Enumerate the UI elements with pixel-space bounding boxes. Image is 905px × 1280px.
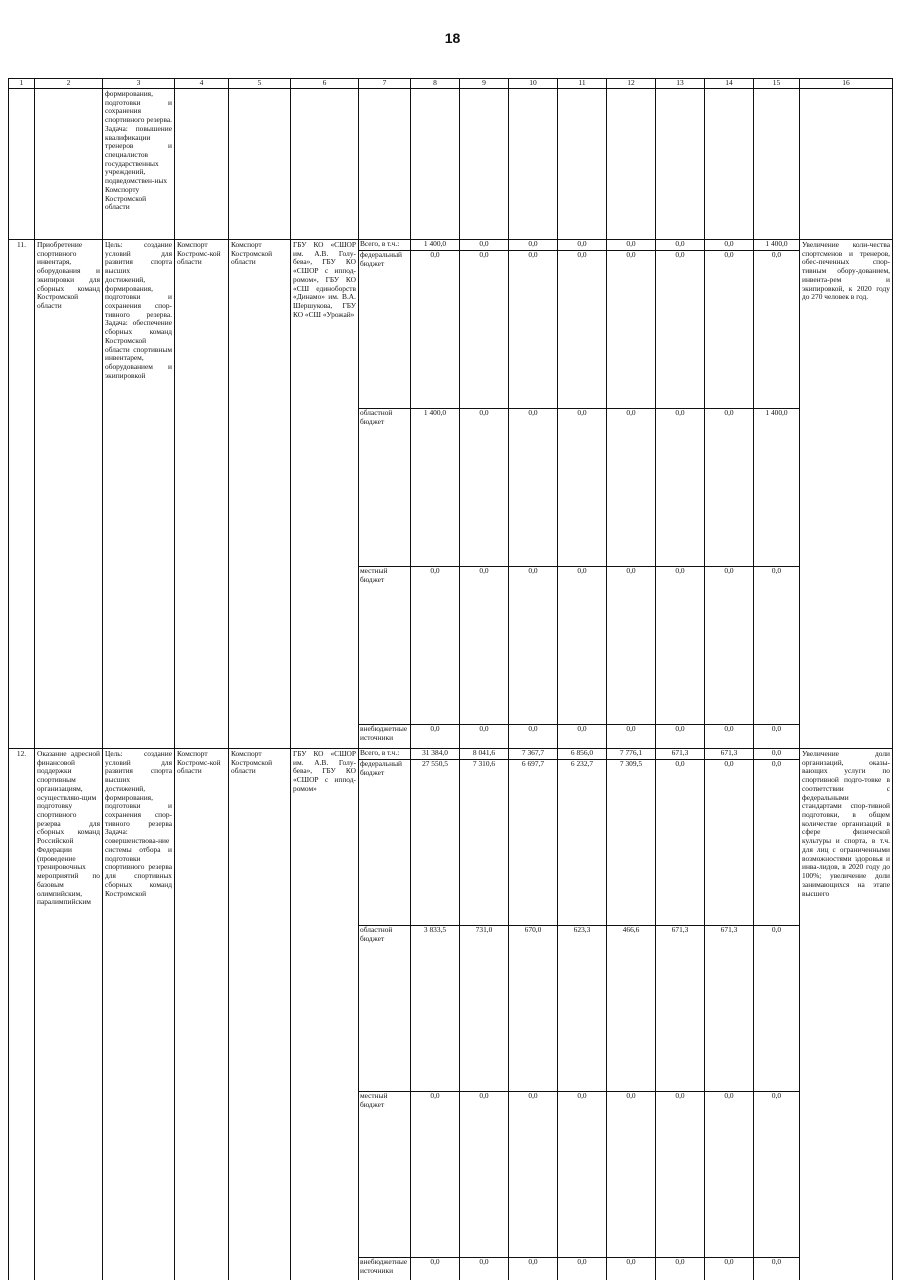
value-column [705, 239, 754, 748]
source-cell [359, 748, 411, 1280]
value-cell: 7 309,5 [607, 759, 655, 925]
value-cell: 0,0 [460, 566, 508, 724]
value-cell: 0,0 [771, 748, 782, 757]
value-cell: 0,0 [656, 1257, 704, 1280]
header-cell: 8 [411, 79, 460, 89]
value-cell: 8 041,6 [472, 748, 496, 757]
value-cell [558, 88, 607, 239]
header-cell: 5 [229, 79, 291, 89]
header-cell: 14 [705, 79, 754, 89]
page-number: 18 [444, 30, 461, 46]
value-cell: 0,0 [558, 250, 606, 408]
header-cell: 11 [558, 79, 607, 89]
source-regional: областной бюджет [359, 925, 410, 1091]
value-cell: 0,0 [675, 239, 685, 248]
executor-cell [175, 88, 229, 239]
value-cell: 7 367,7 [521, 748, 545, 757]
header-cell: 16 [800, 79, 893, 89]
value-cell: 6 232,7 [558, 759, 606, 925]
value-cell: 0,0 [705, 566, 753, 724]
source-list [359, 749, 410, 1280]
value-cell: 0,0 [411, 1091, 459, 1257]
value-column [754, 748, 800, 1280]
value-cell: 0,0 [411, 566, 459, 724]
name-cell [35, 88, 103, 239]
value-cell: 6 697,7 [509, 759, 557, 925]
value-cell [460, 88, 509, 239]
value-cell: 0,0 [754, 1257, 799, 1280]
value-cell: 0,0 [656, 250, 704, 408]
participants-cell: ГБУ КО «СШОР им. А.В. Голу-бева», ГБУ КО «СШОР с иппод-ромом» [291, 748, 359, 1280]
value-cell: 0,0 [705, 724, 753, 748]
name-cell: Приобретение спортивного инвентаря, оборудования и экипировки для сборных команд Костромской области [35, 239, 103, 748]
value-column [509, 239, 558, 748]
source-federal: федеральный бюджет [359, 250, 410, 408]
value-column [460, 239, 509, 748]
value-cell: 0,0 [656, 1091, 704, 1257]
value-cell: 671,3 [705, 925, 753, 1091]
value-cell: 0,0 [656, 566, 704, 724]
goal-cell: формирования, подготовки и сохранения спортивного резерва. Задача: повышение квалификации тренеров и специалистов государственных учреждений, подведомствен-ных Комспорту Костромской области [103, 88, 175, 239]
value-column [509, 748, 558, 1280]
value-column [607, 748, 656, 1280]
header-cell: 13 [656, 79, 705, 89]
value-cell: 0,0 [509, 566, 557, 724]
header-cell: 10 [509, 79, 558, 89]
header-cell: 2 [35, 79, 103, 89]
value-cell: 0,0 [607, 724, 655, 748]
value-cell: 0,0 [705, 250, 753, 408]
goal-cell: Цель: создание условий для развития спорта высших достижений, формирования, подготовки и сохранения спор-тивного резерва. Задача: обеспечение сборных команд Костромской области спортивным инвентарем, оборудованием и экипировкой [103, 239, 175, 748]
value-cell: 0,0 [509, 250, 557, 408]
result-cell: Увеличение доли организаций, оказы-вающих услуги по спортивной подго-товке в соответствии с федеральными стандартами спор-тивной подготовки, в общем количестве организаций в сфере физической культуры и спорта, в т.ч. для лиц с ограниченными возможностями здоровья и инва-лидов, в 2020 году до 100%; увеличение доли занимающихся на этапе высшего [800, 748, 893, 1280]
value-cell [607, 88, 656, 239]
value-cell: 0,0 [754, 925, 799, 1091]
executor-cell: Комспорт Костромс-кой области [175, 239, 229, 748]
value-cell: 3 833,5 [411, 925, 459, 1091]
value-cell: 7 776,1 [619, 748, 643, 757]
value-column [460, 748, 509, 1280]
table-row-11 [9, 239, 893, 748]
value-cell: 0,0 [754, 250, 799, 408]
source-extrabudget: внебюджетные источники [359, 724, 410, 748]
participants-cell [291, 88, 359, 239]
value-cell: 0,0 [754, 759, 799, 925]
value-cell: 0,0 [460, 724, 508, 748]
value-cell: 466,6 [607, 925, 655, 1091]
value-cell: 0,0 [558, 566, 606, 724]
source-regional: областной бюджет [359, 408, 410, 566]
value-cell: 0,0 [607, 250, 655, 408]
value-cell: 0,0 [509, 1257, 557, 1280]
program-table [8, 78, 893, 1280]
value-cell: 670,0 [509, 925, 557, 1091]
value-cell: 0,0 [705, 408, 753, 566]
value-column [411, 748, 460, 1280]
value-cell: 0,0 [509, 724, 557, 748]
coexecutor-cell [229, 88, 291, 239]
value-column [411, 239, 460, 748]
source-local: местный бюджет [359, 566, 410, 724]
result-cell [800, 88, 893, 239]
value-cell [509, 88, 558, 239]
header-cell: 9 [460, 79, 509, 89]
value-cell: 0,0 [558, 1257, 606, 1280]
value-cell: 6 856,0 [570, 748, 594, 757]
value-cell: 671,3 [656, 925, 704, 1091]
value-cell: 31 384,0 [422, 748, 448, 757]
value-cell [705, 88, 754, 239]
header-cell: 1 [9, 79, 35, 89]
header-cell: 4 [175, 79, 229, 89]
source-extrabudget: внебюджетные источники [359, 1257, 410, 1280]
value-column [656, 239, 705, 748]
source-cell [359, 239, 411, 748]
source-total: Всего, в т.ч.: [360, 239, 400, 248]
num-cell: 11. [9, 239, 35, 748]
value-cell: 0,0 [626, 239, 636, 248]
value-cell: 731,0 [460, 925, 508, 1091]
header-row [9, 79, 893, 89]
value-cell: 0,0 [577, 239, 587, 248]
value-column [607, 239, 656, 748]
value-cell: 671,3 [671, 748, 689, 757]
value-cell: 0,0 [607, 566, 655, 724]
value-cell: 0,0 [558, 724, 606, 748]
value-cell: 671,3 [720, 748, 738, 757]
value-cell: 1 400,0 [754, 408, 799, 566]
num-cell [9, 88, 35, 239]
value-column [558, 748, 607, 1280]
value-column [558, 239, 607, 748]
goal-cell: Цель: создание условий для развития спорта высших достижений, формирования, подготовки и сохранения спор-тивного резерва Задача: совершенствова-ние системы отбора и подготовки спортивного резерва для спортивных сборных команд Костромской [103, 748, 175, 1280]
header-cell: 12 [607, 79, 656, 89]
value-cell: 0,0 [705, 1257, 753, 1280]
num-cell: 12. [9, 748, 35, 1280]
source-list [359, 240, 410, 748]
value-cell: 0,0 [479, 239, 489, 248]
value-cell: 0,0 [558, 408, 606, 566]
value-cell: 0,0 [411, 250, 459, 408]
result-cell: Увеличение коли-чества спортсменов и тренеров, обес-печенных спор-тивным обору-дованием, инвента-рем и экипировкой, к 2020 году до 270 человек в год. [800, 239, 893, 748]
header-cell: 6 [291, 79, 359, 89]
value-cell: 0,0 [754, 566, 799, 724]
value-cell: 0,0 [754, 724, 799, 748]
header-cell: 7 [359, 79, 411, 89]
value-cell: 0,0 [460, 408, 508, 566]
value-cell: 0,0 [705, 1091, 753, 1257]
coexecutor-cell: Комспорт Костромской области [229, 748, 291, 1280]
value-cell: 0,0 [724, 239, 734, 248]
value-cell: 0,0 [607, 1257, 655, 1280]
value-cell: 7 310,6 [460, 759, 508, 925]
value-column [705, 748, 754, 1280]
value-cell: 1 400,0 [765, 239, 788, 248]
source-local: местный бюджет [359, 1091, 410, 1257]
value-cell [656, 88, 705, 239]
value-cell: 623,3 [558, 925, 606, 1091]
value-column [754, 239, 800, 748]
value-cell: 0,0 [528, 239, 538, 248]
value-cell: 0,0 [656, 759, 704, 925]
header-cell: 15 [754, 79, 800, 89]
value-cell: 27 550,5 [411, 759, 459, 925]
table-row-12 [9, 748, 893, 1280]
table-row-continuation [9, 88, 893, 239]
value-cell: 0,0 [754, 1091, 799, 1257]
value-cell: 0,0 [656, 408, 704, 566]
value-cell: 0,0 [656, 724, 704, 748]
value-cell: 0,0 [509, 1091, 557, 1257]
value-cell: 1 400,0 [411, 408, 459, 566]
source-cell [359, 88, 411, 239]
value-cell: 1 400,0 [423, 239, 447, 248]
value-cell [754, 88, 800, 239]
name-cell: Оказание адресной финансовой поддержки спортивным организациям, осуществляю-щим подготовку спортивного резерва для сборных команд Российской Федерации (проведение тренировочных мероприятий по базовым олимпийским, паралимпийским [35, 748, 103, 1280]
value-cell: 0,0 [705, 759, 753, 925]
value-cell: 0,0 [411, 1257, 459, 1280]
executor-cell: Комспорт Костромс-кой области [175, 748, 229, 1280]
value-cell: 0,0 [460, 250, 508, 408]
source-total: Всего, в т.ч.: [360, 748, 400, 757]
value-cell: 0,0 [607, 1091, 655, 1257]
value-cell [411, 88, 460, 239]
value-column [656, 748, 705, 1280]
source-federal: федеральный бюджет [359, 759, 410, 925]
participants-cell: ГБУ КО «СШОР им. А.В. Голу-бева», ГБУ КО «СШОР с иппод-ромом», ГБУ КО «СШ единоборств «Динамо» им. В.А. Шершукова, ГБУ КО «СШ «Урожай» [291, 239, 359, 748]
value-cell: 0,0 [460, 1091, 508, 1257]
coexecutor-cell: Комспорт Костромской области [229, 239, 291, 748]
value-cell: 0,0 [509, 408, 557, 566]
value-cell: 0,0 [460, 1257, 508, 1280]
value-cell: 0,0 [558, 1091, 606, 1257]
value-cell: 0,0 [411, 724, 459, 748]
header-cell: 3 [103, 79, 175, 89]
value-cell: 0,0 [607, 408, 655, 566]
